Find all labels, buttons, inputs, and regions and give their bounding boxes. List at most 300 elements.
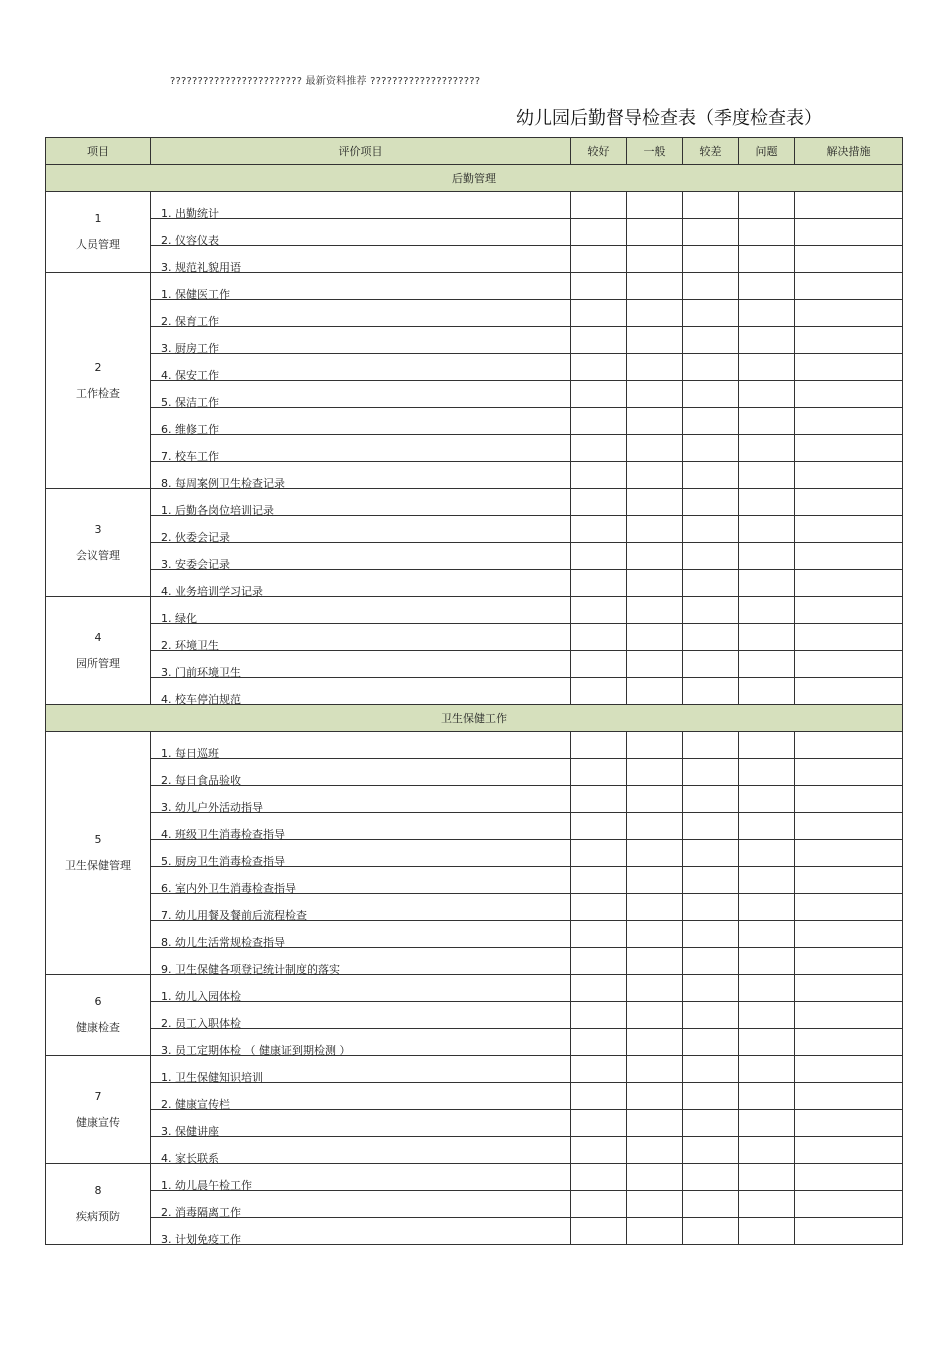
rating-cell-problem[interactable] [739, 516, 795, 543]
rating-cell-problem[interactable] [739, 1191, 795, 1218]
table-row [46, 300, 903, 327]
rating-cell-problem[interactable] [739, 408, 795, 435]
rating-cell-average[interactable] [627, 1137, 683, 1164]
rating-cell-good[interactable] [571, 894, 627, 921]
category-name: 疾病预防 [76, 1210, 120, 1223]
rating-cell-average[interactable] [627, 624, 683, 651]
evaluation-item-cell [151, 408, 571, 435]
rating-cell-problem[interactable] [739, 327, 795, 354]
rating-cell-average[interactable] [627, 408, 683, 435]
evaluation-item-label: 7. 校车工作 [161, 450, 219, 463]
rating-cell-average[interactable] [627, 651, 683, 678]
evaluation-item-label: 2. 仪容仪表 [161, 234, 219, 247]
category-cell [46, 975, 151, 1056]
rating-cell-problem[interactable] [739, 1110, 795, 1137]
rating-cell-solution[interactable] [795, 1164, 903, 1191]
evaluation-item-cell [151, 489, 571, 516]
rating-cell-good[interactable] [571, 489, 627, 516]
evaluation-item-label: 2. 消毒隔离工作 [161, 1206, 241, 1219]
rating-cell-solution[interactable] [795, 1056, 903, 1083]
rating-cell-poor[interactable] [683, 219, 739, 246]
rating-cell-good[interactable] [571, 300, 627, 327]
rating-cell-average[interactable] [627, 327, 683, 354]
rating-cell-good[interactable] [571, 1083, 627, 1110]
evaluation-item-label: 1. 后勤各岗位培训记录 [161, 504, 274, 517]
rating-cell-good[interactable] [571, 921, 627, 948]
table-row [46, 1029, 903, 1056]
rating-cell-good[interactable] [571, 1137, 627, 1164]
rating-cell-good[interactable] [571, 273, 627, 300]
evaluation-item-cell [151, 921, 571, 948]
rating-cell-average[interactable] [627, 867, 683, 894]
rating-cell-poor[interactable] [683, 975, 739, 1002]
rating-cell-average[interactable] [627, 219, 683, 246]
rating-cell-average[interactable] [627, 543, 683, 570]
rating-cell-good[interactable] [571, 354, 627, 381]
rating-cell-solution[interactable] [795, 1218, 903, 1245]
rating-cell-problem[interactable] [739, 975, 795, 1002]
table-row [46, 786, 903, 813]
evaluation-item-cell [151, 948, 571, 975]
evaluation-item-cell [151, 327, 571, 354]
rating-cell-solution[interactable] [795, 1191, 903, 1218]
rating-cell-poor[interactable] [683, 1056, 739, 1083]
evaluation-item-cell [151, 1002, 571, 1029]
rating-cell-poor[interactable] [683, 300, 739, 327]
rating-cell-good[interactable] [571, 1002, 627, 1029]
table-header-row [46, 138, 903, 165]
evaluation-item-label: 2. 保育工作 [161, 315, 219, 328]
rating-cell-problem[interactable] [739, 678, 795, 705]
rating-cell-average[interactable] [627, 840, 683, 867]
col-header-solution: 解决措施 [795, 138, 903, 165]
evaluation-item-label: 5. 保洁工作 [161, 396, 219, 409]
evaluation-item-label: 4. 业务培训学习记录 [161, 585, 263, 598]
rating-cell-problem[interactable] [739, 219, 795, 246]
category-cell [46, 192, 151, 273]
rating-cell-average[interactable] [627, 1218, 683, 1245]
rating-cell-problem[interactable] [739, 786, 795, 813]
rating-cell-solution[interactable] [795, 1029, 903, 1056]
evaluation-item-label: 3. 门前环境卫生 [161, 666, 241, 679]
rating-cell-problem[interactable] [739, 813, 795, 840]
evaluation-item-label: 1. 保健医工作 [161, 288, 230, 301]
rating-cell-poor[interactable] [683, 678, 739, 705]
rating-cell-problem[interactable] [739, 1137, 795, 1164]
rating-cell-solution[interactable] [795, 408, 903, 435]
rating-cell-good[interactable] [571, 651, 627, 678]
rating-cell-solution[interactable] [795, 597, 903, 624]
rating-cell-solution[interactable] [795, 381, 903, 408]
evaluation-item-cell [151, 1110, 571, 1137]
evaluation-item-cell [151, 597, 571, 624]
table-row [46, 975, 903, 1002]
rating-cell-good[interactable] [571, 1218, 627, 1245]
rating-cell-good[interactable] [571, 192, 627, 219]
rating-cell-good[interactable] [571, 678, 627, 705]
rating-cell-good[interactable] [571, 246, 627, 273]
rating-cell-problem[interactable] [739, 462, 795, 489]
table-row [46, 597, 903, 624]
evaluation-item-label: 2. 健康宣传栏 [161, 1098, 230, 1111]
header-note: ???????????????????????? 最新资料推荐 ???????????????????? [170, 76, 481, 87]
evaluation-item-cell [151, 381, 571, 408]
rating-cell-good[interactable] [571, 786, 627, 813]
rating-cell-problem[interactable] [739, 894, 795, 921]
table-row [46, 624, 903, 651]
rating-cell-solution[interactable] [795, 300, 903, 327]
category-number: 6 [94, 995, 102, 1008]
rating-cell-good[interactable] [571, 759, 627, 786]
rating-cell-poor[interactable] [683, 867, 739, 894]
rating-cell-solution[interactable] [795, 786, 903, 813]
rating-cell-poor[interactable] [683, 1191, 739, 1218]
rating-cell-problem[interactable] [739, 732, 795, 759]
rating-cell-good[interactable] [571, 516, 627, 543]
rating-cell-good[interactable] [571, 462, 627, 489]
rating-cell-problem[interactable] [739, 921, 795, 948]
rating-cell-solution[interactable] [795, 354, 903, 381]
evaluation-item-cell [151, 462, 571, 489]
rating-cell-solution[interactable] [795, 921, 903, 948]
rating-cell-good[interactable] [571, 1056, 627, 1083]
rating-cell-average[interactable] [627, 1002, 683, 1029]
rating-cell-solution[interactable] [795, 678, 903, 705]
evaluation-item-label: 3. 保健讲座 [161, 1125, 219, 1138]
rating-cell-good[interactable] [571, 597, 627, 624]
rating-cell-poor[interactable] [683, 273, 739, 300]
rating-cell-problem[interactable] [739, 570, 795, 597]
table-row [46, 408, 903, 435]
evaluation-item-label: 2. 每日食品验收 [161, 774, 241, 787]
rating-cell-solution[interactable] [795, 894, 903, 921]
evaluation-item-cell [151, 813, 571, 840]
col-header-problem: 问题 [739, 138, 795, 165]
evaluation-item-cell [151, 219, 571, 246]
rating-cell-good[interactable] [571, 975, 627, 1002]
rating-cell-average[interactable] [627, 921, 683, 948]
rating-cell-solution[interactable] [795, 1110, 903, 1137]
rating-cell-problem[interactable] [739, 543, 795, 570]
rating-cell-solution[interactable] [795, 462, 903, 489]
rating-cell-poor[interactable] [683, 1002, 739, 1029]
rating-cell-average[interactable] [627, 516, 683, 543]
rating-cell-poor[interactable] [683, 813, 739, 840]
rating-cell-solution[interactable] [795, 840, 903, 867]
table-row [46, 732, 903, 759]
rating-cell-solution[interactable] [795, 975, 903, 1002]
rating-cell-solution[interactable] [795, 489, 903, 516]
rating-cell-solution[interactable] [795, 948, 903, 975]
table-row [46, 1056, 903, 1083]
rating-cell-problem[interactable] [739, 246, 795, 273]
rating-cell-average[interactable] [627, 1029, 683, 1056]
category-name: 人员管理 [76, 238, 120, 251]
table-row [46, 921, 903, 948]
rating-cell-poor[interactable] [683, 192, 739, 219]
rating-cell-solution[interactable] [795, 246, 903, 273]
col-header-good: 较好 [571, 138, 627, 165]
rating-cell-average[interactable] [627, 759, 683, 786]
evaluation-item-label: 1. 幼儿入园体检 [161, 990, 241, 1003]
rating-cell-average[interactable] [627, 678, 683, 705]
evaluation-item-cell [151, 759, 571, 786]
rating-cell-average[interactable] [627, 894, 683, 921]
rating-cell-solution[interactable] [795, 327, 903, 354]
rating-cell-good[interactable] [571, 948, 627, 975]
rating-cell-poor[interactable] [683, 1137, 739, 1164]
table-row [46, 1002, 903, 1029]
evaluation-item-cell [151, 354, 571, 381]
table-row [46, 219, 903, 246]
table-row [46, 381, 903, 408]
evaluation-item-label: 5. 厨房卫生消毒检查指导 [161, 855, 285, 868]
rating-cell-solution[interactable] [795, 543, 903, 570]
rating-cell-problem[interactable] [739, 381, 795, 408]
rating-cell-average[interactable] [627, 1083, 683, 1110]
rating-cell-solution[interactable] [795, 435, 903, 462]
table-row [46, 948, 903, 975]
evaluation-item-label: 4. 校车停泊规范 [161, 693, 241, 706]
category-number: 3 [94, 522, 102, 536]
rating-cell-poor[interactable] [683, 516, 739, 543]
rating-cell-average[interactable] [627, 786, 683, 813]
rating-cell-poor[interactable] [683, 435, 739, 462]
rating-cell-problem[interactable] [739, 489, 795, 516]
rating-cell-solution[interactable] [795, 192, 903, 219]
table-row [46, 1083, 903, 1110]
rating-cell-problem[interactable] [739, 1218, 795, 1245]
rating-cell-average[interactable] [627, 732, 683, 759]
rating-cell-good[interactable] [571, 1164, 627, 1191]
table-row [46, 543, 903, 570]
evaluation-item-label: 3. 幼儿户外活动指导 [161, 801, 263, 814]
rating-cell-problem[interactable] [739, 1164, 795, 1191]
rating-cell-problem[interactable] [739, 192, 795, 219]
rating-cell-average[interactable] [627, 381, 683, 408]
rating-cell-solution[interactable] [795, 732, 903, 759]
rating-cell-average[interactable] [627, 975, 683, 1002]
category-name: 健康宣传 [76, 1115, 120, 1129]
rating-cell-average[interactable] [627, 570, 683, 597]
rating-cell-average[interactable] [627, 597, 683, 624]
rating-cell-solution[interactable] [795, 1137, 903, 1164]
evaluation-item-label: 1. 幼儿晨午检工作 [161, 1179, 252, 1192]
rating-cell-problem[interactable] [739, 948, 795, 975]
category-number: 5 [94, 833, 102, 846]
category-number: 1 [94, 212, 102, 225]
evaluation-item-cell [151, 894, 571, 921]
col-header-project: 项目 [46, 138, 151, 165]
rating-cell-problem[interactable] [739, 1002, 795, 1029]
rating-cell-solution[interactable] [795, 570, 903, 597]
evaluation-item-label: 4. 家长联系 [161, 1152, 219, 1165]
category-name: 卫生保健管理 [65, 859, 131, 872]
rating-cell-solution[interactable] [795, 219, 903, 246]
category-number: 8 [94, 1184, 102, 1197]
table-row [46, 867, 903, 894]
category-cell [46, 489, 151, 597]
rating-cell-average[interactable] [627, 1164, 683, 1191]
evaluation-item-label: 6. 维修工作 [161, 423, 219, 436]
rating-cell-poor[interactable] [683, 1029, 739, 1056]
rating-cell-good[interactable] [571, 1029, 627, 1056]
category-cell [46, 1056, 151, 1164]
rating-cell-solution[interactable] [795, 813, 903, 840]
table-row [46, 246, 903, 273]
rating-cell-poor[interactable] [683, 624, 739, 651]
table-row [46, 651, 903, 678]
evaluation-item-cell [151, 732, 571, 759]
evaluation-item-cell [151, 246, 571, 273]
rating-cell-problem[interactable] [739, 435, 795, 462]
table-row [46, 894, 903, 921]
rating-cell-good[interactable] [571, 570, 627, 597]
evaluation-item-cell [151, 516, 571, 543]
rating-cell-good[interactable] [571, 624, 627, 651]
rating-cell-poor[interactable] [683, 570, 739, 597]
evaluation-item-label: 4. 保安工作 [161, 369, 219, 382]
evaluation-item-label: 1. 绿化 [161, 612, 197, 625]
rating-cell-problem[interactable] [739, 354, 795, 381]
section-title: 卫生保健工作 [46, 705, 903, 732]
rating-cell-good[interactable] [571, 732, 627, 759]
evaluation-item-label: 3. 员工定期体检 （ 健康证到期检测 ） [161, 1044, 351, 1057]
category-cell [46, 597, 151, 705]
evaluation-item-label: 3. 计划免疫工作 [161, 1233, 241, 1246]
rating-cell-problem[interactable] [739, 840, 795, 867]
evaluation-item-label: 9. 卫生保健各项登记统计制度的落实 [161, 963, 340, 976]
rating-cell-average[interactable] [627, 462, 683, 489]
rating-cell-poor[interactable] [683, 489, 739, 516]
evaluation-item-cell [151, 624, 571, 651]
evaluation-item-label: 3. 安委会记录 [161, 558, 230, 571]
rating-cell-poor[interactable] [683, 948, 739, 975]
rating-cell-poor[interactable] [683, 543, 739, 570]
rating-cell-poor[interactable] [683, 921, 739, 948]
rating-cell-poor[interactable] [683, 408, 739, 435]
rating-cell-poor[interactable] [683, 894, 739, 921]
rating-cell-poor[interactable] [683, 597, 739, 624]
rating-cell-average[interactable] [627, 435, 683, 462]
rating-cell-average[interactable] [627, 1056, 683, 1083]
rating-cell-average[interactable] [627, 948, 683, 975]
rating-cell-average[interactable] [627, 1110, 683, 1137]
rating-cell-average[interactable] [627, 273, 683, 300]
rating-cell-poor[interactable] [683, 354, 739, 381]
rating-cell-average[interactable] [627, 1191, 683, 1218]
rating-cell-poor[interactable] [683, 732, 739, 759]
rating-cell-good[interactable] [571, 219, 627, 246]
col-header-poor: 较差 [683, 138, 739, 165]
evaluation-item-label: 2. 员工入职体检 [161, 1017, 241, 1030]
col-header-average: 一般 [627, 138, 683, 165]
section-title: 后勤管理 [46, 165, 903, 192]
evaluation-item-cell [151, 435, 571, 462]
rating-cell-good[interactable] [571, 813, 627, 840]
section-row [46, 705, 903, 732]
rating-cell-poor[interactable] [683, 651, 739, 678]
category-name: 健康检查 [76, 1021, 120, 1034]
table-row [46, 192, 903, 219]
rating-cell-solution[interactable] [795, 516, 903, 543]
rating-cell-solution[interactable] [795, 273, 903, 300]
rating-cell-solution[interactable] [795, 867, 903, 894]
section-row [46, 165, 903, 192]
rating-cell-poor[interactable] [683, 1164, 739, 1191]
rating-cell-poor[interactable] [683, 786, 739, 813]
rating-cell-problem[interactable] [739, 1083, 795, 1110]
rating-cell-problem[interactable] [739, 759, 795, 786]
rating-cell-problem[interactable] [739, 651, 795, 678]
rating-cell-problem[interactable] [739, 1029, 795, 1056]
rating-cell-problem[interactable] [739, 300, 795, 327]
rating-cell-poor[interactable] [683, 1110, 739, 1137]
rating-cell-solution[interactable] [795, 624, 903, 651]
evaluation-item-cell [151, 1029, 571, 1056]
rating-cell-average[interactable] [627, 246, 683, 273]
rating-cell-solution[interactable] [795, 759, 903, 786]
rating-cell-problem[interactable] [739, 624, 795, 651]
rating-cell-average[interactable] [627, 354, 683, 381]
evaluation-item-label: 2. 环境卫生 [161, 639, 219, 652]
rating-cell-good[interactable] [571, 327, 627, 354]
rating-cell-poor[interactable] [683, 1083, 739, 1110]
table-row [46, 570, 903, 597]
rating-cell-good[interactable] [571, 1191, 627, 1218]
table-row [46, 462, 903, 489]
category-name: 会议管理 [76, 548, 120, 562]
rating-cell-good[interactable] [571, 408, 627, 435]
category-name: 工作检查 [76, 386, 120, 400]
rating-cell-good[interactable] [571, 381, 627, 408]
rating-cell-problem[interactable] [739, 597, 795, 624]
rating-cell-poor[interactable] [683, 840, 739, 867]
rating-cell-problem[interactable] [739, 1056, 795, 1083]
rating-cell-good[interactable] [571, 867, 627, 894]
table-row [46, 273, 903, 300]
rating-cell-good[interactable] [571, 543, 627, 570]
rating-cell-average[interactable] [627, 489, 683, 516]
evaluation-item-label: 3. 规范礼貌用语 [161, 261, 241, 274]
category-cell [46, 1164, 151, 1245]
evaluation-item-label: 3. 厨房工作 [161, 342, 219, 355]
rating-cell-good[interactable] [571, 1110, 627, 1137]
evaluation-item-cell [151, 840, 571, 867]
rating-cell-poor[interactable] [683, 759, 739, 786]
rating-cell-poor[interactable] [683, 381, 739, 408]
rating-cell-solution[interactable] [795, 651, 903, 678]
rating-cell-poor[interactable] [683, 1218, 739, 1245]
evaluation-item-cell [151, 1056, 571, 1083]
rating-cell-average[interactable] [627, 192, 683, 219]
rating-cell-poor[interactable] [683, 327, 739, 354]
rating-cell-poor[interactable] [683, 462, 739, 489]
rating-cell-problem[interactable] [739, 867, 795, 894]
evaluation-item-cell [151, 543, 571, 570]
evaluation-item-cell [151, 867, 571, 894]
evaluation-item-label: 1. 出勤统计 [161, 207, 219, 220]
rating-cell-good[interactable] [571, 435, 627, 462]
rating-cell-average[interactable] [627, 300, 683, 327]
rating-cell-average[interactable] [627, 813, 683, 840]
rating-cell-poor[interactable] [683, 246, 739, 273]
rating-cell-solution[interactable] [795, 1083, 903, 1110]
category-number: 7 [94, 1089, 102, 1103]
rating-cell-problem[interactable] [739, 273, 795, 300]
rating-cell-solution[interactable] [795, 1002, 903, 1029]
rating-cell-good[interactable] [571, 840, 627, 867]
